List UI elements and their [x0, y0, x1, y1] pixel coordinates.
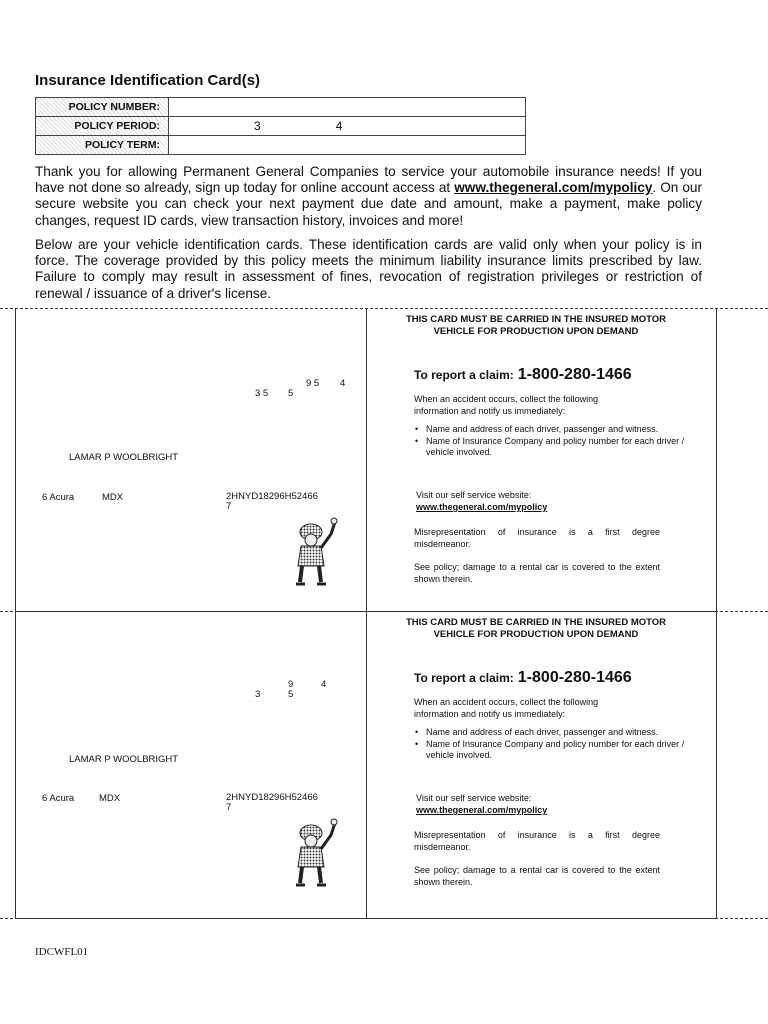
- accident-instructions: When an accident occurs, collect the following information and notify us immediately:: [414, 394, 599, 416]
- list-item: • Name and address of each driver, passenger and witness.: [426, 727, 686, 739]
- list-item: • Name of Insurance Company and policy number for each driver / vehicle involved.: [426, 739, 686, 762]
- intro-text-end: . On our secure website you can check your next payment due date and amount, make a payment, make policy changes, request ID cards, view transaction history, invoices and more!: [35, 180, 702, 228]
- must-carry-notice: THIS CARD MUST BE CARRIED IN THE INSURED MOTOR VEHICLE FOR PRODUCTION UPON DEMAND: [405, 314, 667, 337]
- mascot-icon: [291, 817, 339, 889]
- page-title: Insurance Identification Card(s): [35, 72, 261, 89]
- claim-label: To report a claim:: [414, 671, 514, 685]
- form-code: IDCWFL01: [35, 946, 89, 958]
- must-carry-notice: THIS CARD MUST BE CARRIED IN THE INSURED MOTOR VEHICLE FOR PRODUCTION UPON DEMAND: [405, 617, 667, 640]
- rental-car-text: See policy; damage to a rental car is covered to the extent shown therein.: [414, 562, 660, 584]
- id-card-1: [15, 308, 717, 612]
- card-number-b: 4: [321, 679, 327, 690]
- policy-period-label: POLICY PERIOD:: [36, 117, 169, 136]
- intro-paragraph-2: Below are your vehicle identification cards. These identification cards are valid only when your policy is in force. The coverage provided by this policy meets the minimum liability insurance limits prescribed by law. Failure to comply may result in assessment of fines, revocation of registration privileges or restriction of renewal / issuance of a driver's license.: [35, 237, 702, 301]
- vin-text: 2HNYD18296H52466: [226, 491, 318, 502]
- claim-line: [414, 366, 632, 384]
- table-row: [36, 98, 526, 117]
- policy-table: [35, 97, 526, 155]
- claim-line: [414, 669, 632, 687]
- accident-checklist: [414, 727, 686, 762]
- visit-text: Visit our self service website:: [416, 490, 532, 500]
- insured-name: LAMAR P WOOLBRIGHT: [69, 452, 179, 463]
- vin-text-2: 7: [226, 501, 232, 512]
- vehicle-model: MDX: [99, 793, 121, 804]
- policy-term-label: POLICY TERM:: [36, 136, 169, 155]
- mascot-icon: [291, 516, 339, 588]
- self-service-link[interactable]: www.thegeneral.com/mypolicy: [416, 805, 548, 815]
- vehicle-year-make: 6 Acura: [42, 793, 75, 804]
- visit-text: Visit our self service website:: [416, 793, 532, 803]
- table-row: [36, 136, 526, 155]
- mypolicy-link[interactable]: www.thegeneral.com/mypolicy: [454, 180, 653, 196]
- claim-phone[interactable]: 1-800-280-1466: [517, 669, 632, 686]
- policy-number-value: [169, 98, 526, 117]
- policy-period-start: 3: [254, 119, 261, 133]
- list-item: • Name of Insurance Company and policy number for each driver / vehicle involved.: [426, 436, 686, 459]
- card-number-b: 4: [340, 378, 346, 389]
- table-row: [36, 117, 526, 136]
- self-service-link[interactable]: www.thegeneral.com/mypolicy: [416, 502, 548, 512]
- card-divider: [366, 611, 367, 918]
- policy-number-label: POLICY NUMBER:: [36, 98, 169, 117]
- card-number-a: 9: [288, 679, 294, 690]
- card-number-d: 5: [288, 689, 294, 700]
- policy-period-end: 4: [335, 119, 343, 133]
- accident-checklist: [414, 424, 686, 459]
- vin-text: 2HNYD18296H52466: [226, 792, 318, 803]
- claim-label: To report a claim:: [414, 368, 514, 382]
- card-number-d: 5: [288, 388, 294, 399]
- list-item: • Name and address of each driver, passenger and witness.: [426, 424, 686, 436]
- id-card-2: [15, 611, 717, 919]
- accident-instructions: When an accident occurs, collect the following information and notify us immediately:: [414, 697, 599, 719]
- misrepresentation-text: Misrepresentation of insurance is a first degree misdemeanor.: [414, 830, 660, 852]
- vehicle-year-make: 6 Acura: [42, 492, 75, 503]
- card-number-c: 3: [255, 689, 261, 700]
- claim-phone[interactable]: 1-800-280-1466: [517, 366, 632, 383]
- vehicle-vin: [226, 492, 318, 512]
- card-number-c: 3 5: [255, 388, 269, 399]
- intro-paragraph-1: [35, 164, 702, 229]
- vin-text-2: 7: [226, 802, 232, 813]
- card-number-a: 9 5: [306, 378, 320, 389]
- intro-text: Thank you for allowing Permanent General Companies to service your automobile insurance needs! If you have not done so already, sign up today for online account access at: [35, 164, 702, 196]
- policy-period-value: [169, 117, 526, 136]
- misrepresentation-text: Misrepresentation of insurance is a first degree misdemeanor.: [414, 527, 660, 549]
- policy-term-value: [169, 136, 526, 155]
- insured-name: LAMAR P WOOLBRIGHT: [69, 754, 179, 765]
- vehicle-model: MDX: [102, 492, 124, 503]
- card-divider: [366, 308, 367, 611]
- vehicle-vin: [226, 793, 318, 813]
- rental-car-text: See policy; damage to a rental car is covered to the extent shown therein.: [414, 865, 660, 887]
